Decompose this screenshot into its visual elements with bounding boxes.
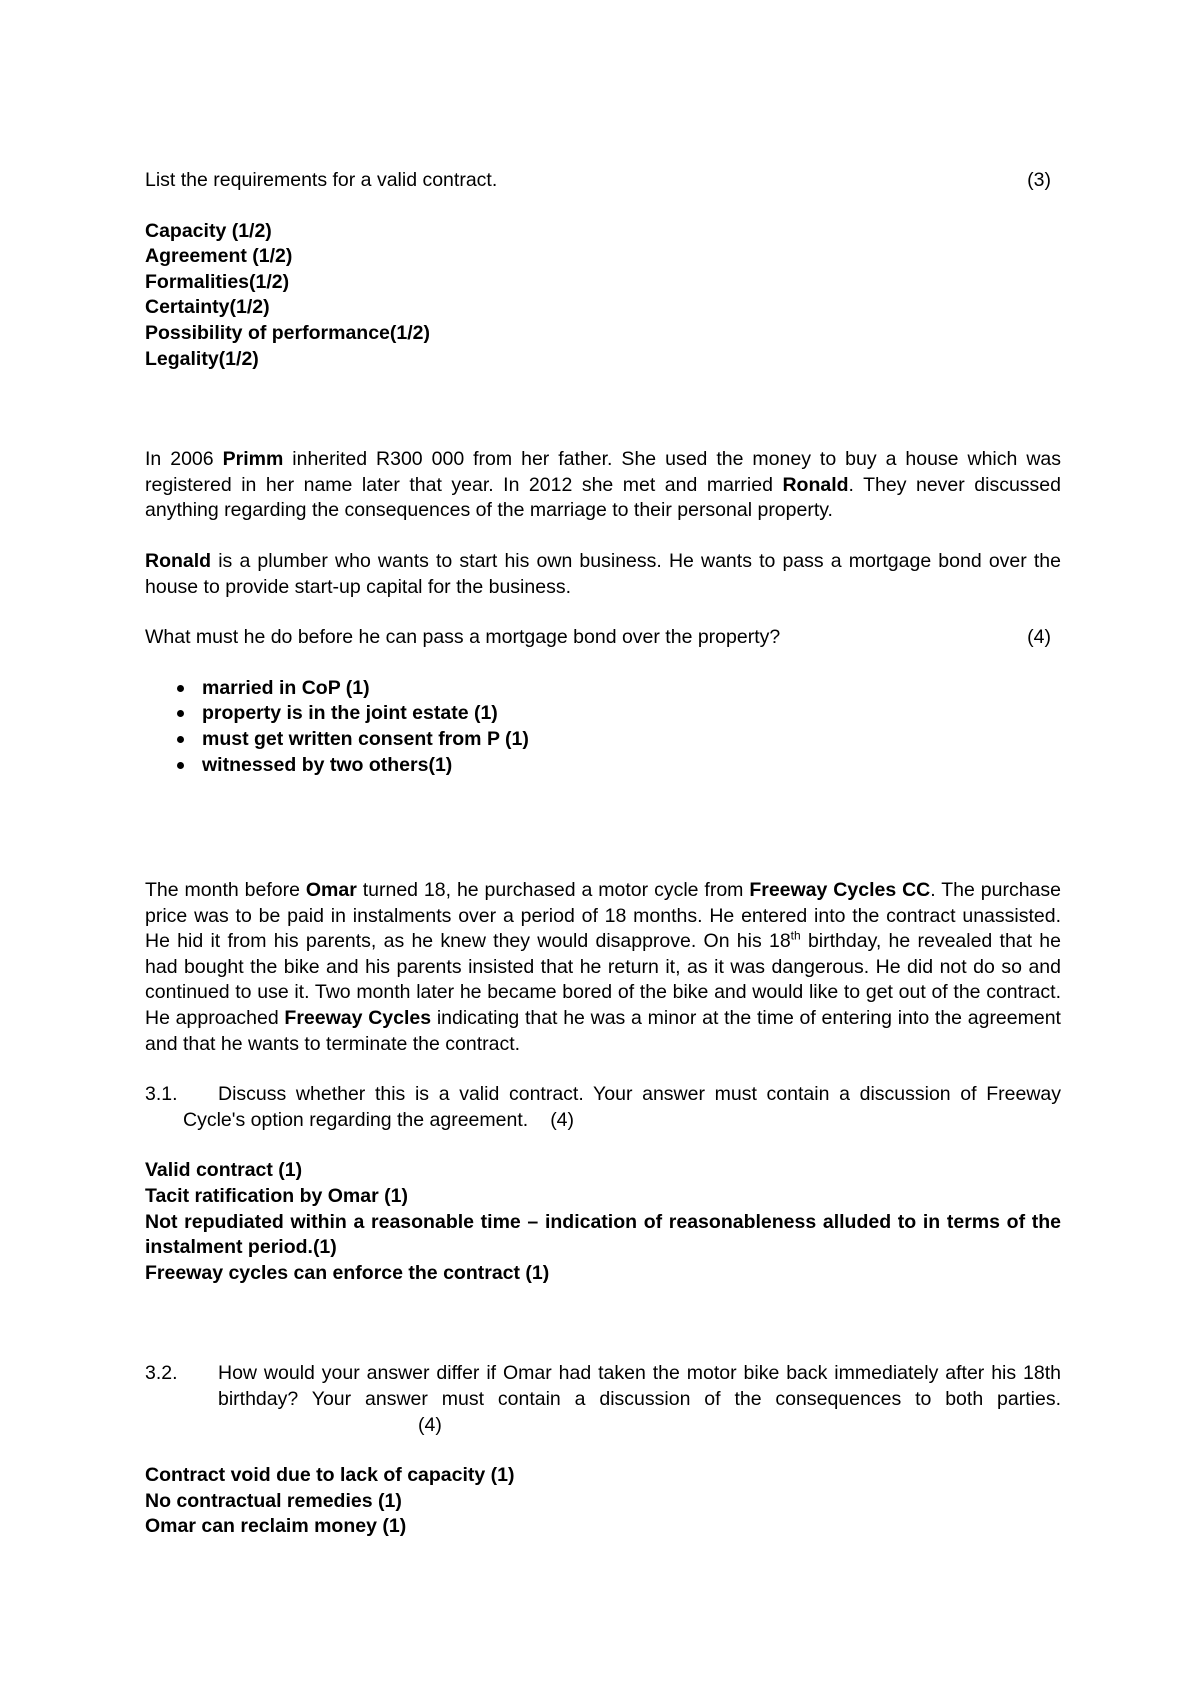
q1-answer: Agreement (1/2) <box>145 245 293 268</box>
q3-2-answer: Contract void due to lack of capacity (1) <box>145 1464 515 1487</box>
q3-1-answer: Valid contract (1) <box>145 1159 303 1182</box>
q2-scenario-paragraph: In 2006 Primm inherited R300 000 from her father. She used the money to buy a house which was registered in her name later that year. In 2012 she met and married Ronald. They never discussed anything regarding the consequences of the marriage to their personal property. <box>145 448 1061 522</box>
q3-1-number: 3.1. <box>145 1083 178 1106</box>
q3-2-answer: Omar can reclaim money (1) <box>145 1515 407 1538</box>
q1-answer: Possibility of performance(1/2) <box>145 321 430 344</box>
q3-1-answer: Freeway cycles can enforce the contract (1) <box>145 1261 550 1284</box>
q2-answer-list <box>145 676 1061 778</box>
q1-answer: Legality(1/2) <box>145 347 259 370</box>
q2-question-row <box>145 625 1061 651</box>
q3-1-question: 3.1. Discuss whether this is a valid contract. Your answer must contain a discussion of Freeway Cycle's option regarding the agreement. (4) <box>145 1083 1061 1131</box>
q1-answer: Certainty(1/2) <box>145 296 270 319</box>
q3-2-marks: (4) <box>418 1413 442 1436</box>
q1-marks: (3) <box>1027 169 1051 191</box>
q3-scenario-paragraph: The month before Omar turned 18, he purchased a motor cycle from Freeway Cycles CC. The purchase price was to be paid in instalments over a period of 18 months. He entered into the contract unassisted. He hid it from his parents, as he knew they would disapprove. On his 18th birthday, he revealed that he had bought the bike and his parents insisted that he return it, as it was dangerous. He did not do so and continued to use it. Two month later he became bored of the bike and would like to get out of the contract. He approached Freeway Cycles indicating that he was a minor at the time of entering into the agreement and that he wants to terminate the contract. <box>145 879 1061 1055</box>
q3-2-answer: No contractual remedies (1) <box>145 1489 402 1512</box>
q3-2-number: 3.2. <box>145 1362 178 1385</box>
bullet-item: property is in the joint estate (1) <box>145 701 1061 727</box>
q3-1-answer: Tacit ratification by Omar (1) <box>145 1185 408 1208</box>
q2-question: What must he do before he can pass a mortgage bond over the property? <box>145 626 781 649</box>
q1-answer: Capacity (1/2) <box>145 219 272 242</box>
q3-1-answer: Not repudiated within a reasonable time – indication of reasonableness alluded to in terms of the instalment period.(1) <box>145 1210 1061 1259</box>
bullet-item: married in CoP (1) <box>145 676 1061 702</box>
bullet-item: witnessed by two others(1) <box>145 753 1061 779</box>
q1-answer: Formalities(1/2) <box>145 270 290 293</box>
q1-question-row <box>145 168 1061 194</box>
q2-scenario-paragraph-2: Ronald is a plumber who wants to start his own business. He wants to pass a mortgage bond over the house to provide start-up capital for the business. <box>145 549 1061 598</box>
document-page <box>145 168 1061 1540</box>
q3-2-question: 3.2. How would your answer differ if Omar had taken the motor bike back immediately after his 18th birthday? Your answer must contain a discussion of the consequences to both parties.(4) <box>145 1361 1061 1438</box>
q2-marks: (4) <box>1027 626 1051 649</box>
bullet-item: must get written consent from P (1) <box>145 727 1061 753</box>
q1-question: List the requirements for a valid contract. <box>145 169 498 191</box>
